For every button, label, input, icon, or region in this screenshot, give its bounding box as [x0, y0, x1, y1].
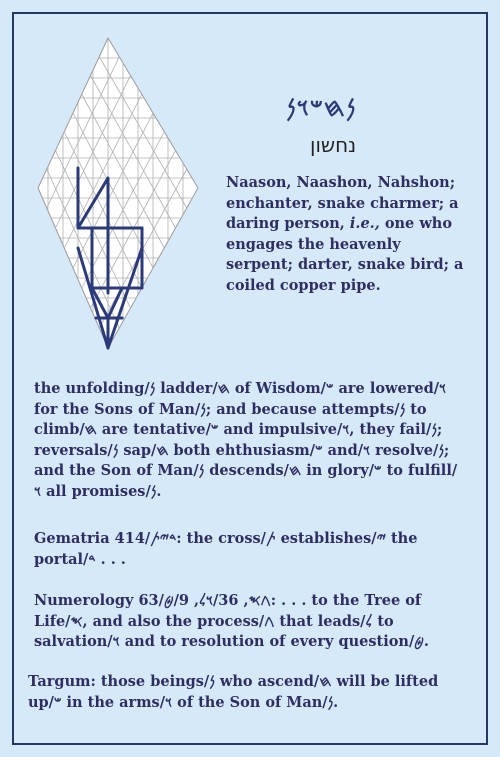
paragraph-targum: Targum: those beings/𐤍 who ascend/𐤇 will be lifted up/𐤔 in the arms/𐤅 of the Son of Man/𐤍.: [28, 673, 439, 711]
definition-text: [226, 173, 471, 296]
definition-ie: i.e.,: [349, 215, 380, 232]
paragraph-gematria: Gematria 414/𐤃𐤉𐤕: the cross/𐤕 establishes/𐤉 the portal/𐤃 . . .: [34, 530, 418, 568]
title-glyphs: 𐤍𐤇𐤔𐤅𐤍: [286, 93, 357, 122]
paragraph-numerology: Numerology 63/𐤂𐤎, 36/𐤅𐤋, 9/𐤈: . . . to the Tree of Life/𐤎, and also the process/𐤂 that leads/𐤋 to salvation/𐤅 and to resolution of every question/𐤈.: [34, 592, 429, 650]
hebrew-name: נחשון: [310, 133, 357, 157]
paragraph-unfolding: the unfolding/𐤍 ladder/𐤇 of Wisdom/𐤔 are lowered/𐤅 for the Sons of Man/𐤍; and because attempts/𐤍 to climb/𐤇 are tentative/𐤔 and impulsive/𐤅, they fail/𐤍; reversals/𐤍 sap/𐤇 both ehthusiasm/𐤔 and/𐤅 resolve/𐤍; and the Son of Man/𐤍 descends/𐤇 in glory/𐤔 to fulfill/𐤅 all promises/𐤍.: [34, 380, 458, 500]
diamond-lattice-figure: [30, 28, 200, 358]
definition-part-1: Naason, Naashon, Nahshon; enchanter, snake charmer; a daring person,: [226, 174, 459, 232]
definition-part-2: one who engages the heavenly serpent; darter, snake bird; a coiled copper pipe.: [226, 215, 464, 294]
